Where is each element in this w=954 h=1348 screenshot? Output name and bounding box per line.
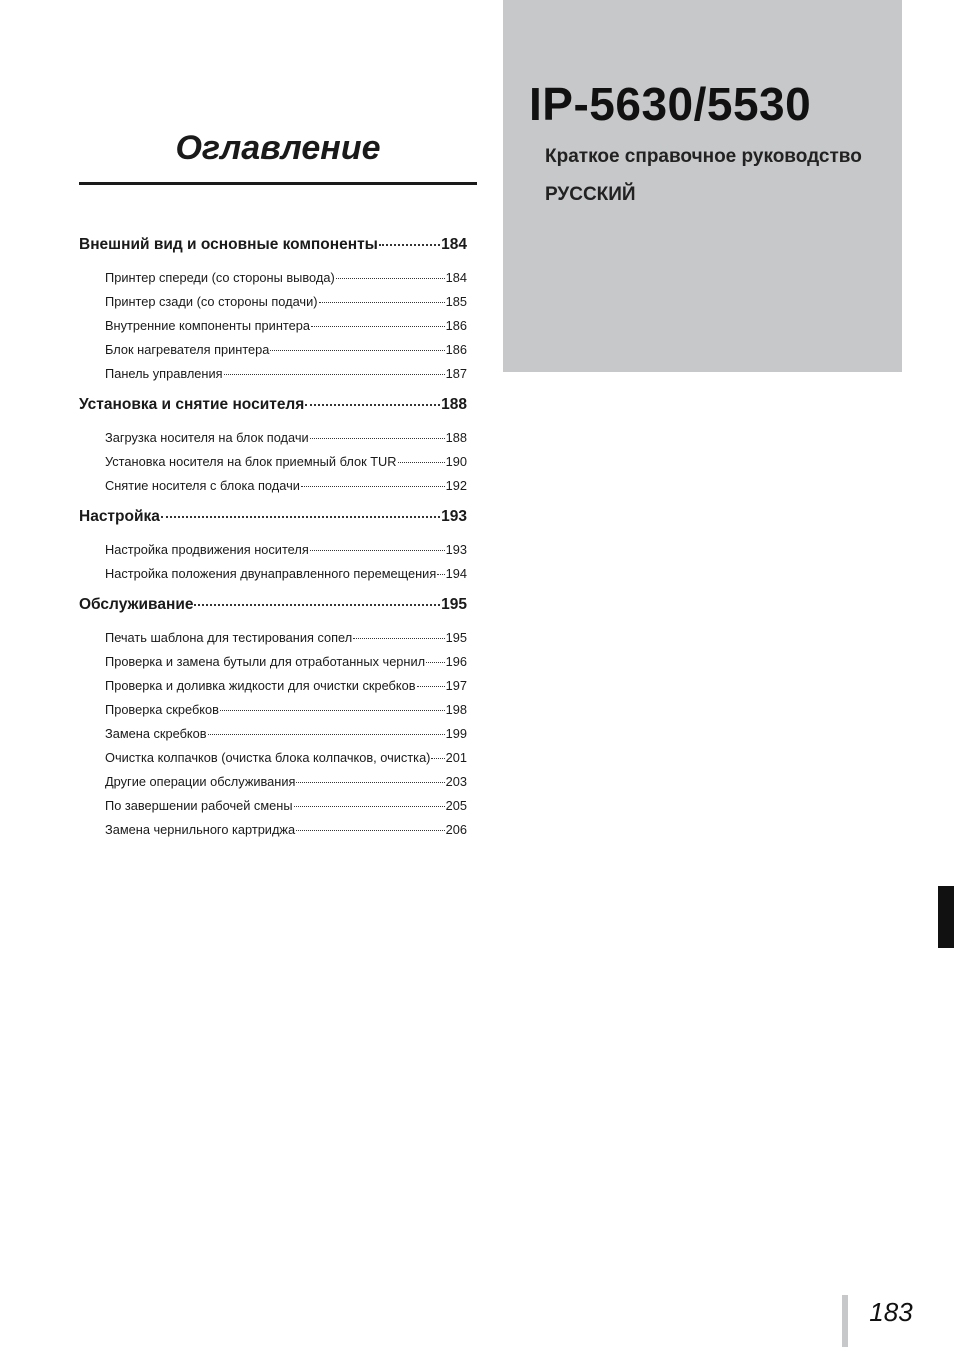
model-title: IP-5630/5530 <box>529 78 812 130</box>
toc-item-entry[interactable] <box>105 270 467 288</box>
dot-leader <box>336 278 445 279</box>
toc-item-entry[interactable] <box>105 702 467 720</box>
toc-item-entry[interactable] <box>105 542 467 560</box>
dot-leader <box>220 710 445 711</box>
dot-leader <box>296 782 444 783</box>
toc-item-entry[interactable] <box>105 294 467 312</box>
toc-entry-page: 186 <box>445 318 467 333</box>
toc-item-entry[interactable] <box>105 318 467 336</box>
toc-entry-page: 190 <box>445 454 467 469</box>
language-label: РУССКИЙ <box>545 184 636 205</box>
toc-item-entry[interactable] <box>105 822 467 840</box>
toc-entry-label: Замена скребков <box>105 726 207 741</box>
dot-leader <box>194 604 440 606</box>
toc-entry-label: Установка носителя на блок приемный блок TUR <box>105 454 397 469</box>
toc-item-entry[interactable] <box>105 454 467 472</box>
dot-leader <box>208 734 445 735</box>
dot-leader <box>310 550 445 551</box>
toc-item-entry[interactable] <box>105 342 467 360</box>
dot-leader <box>353 638 444 639</box>
toc-entry-label: Замена чернильного картриджа <box>105 822 296 837</box>
toc-section-entry[interactable] <box>79 236 467 258</box>
toc-item-entry[interactable] <box>105 798 467 816</box>
toc-section-entry[interactable] <box>79 508 467 530</box>
toc-item-entry[interactable] <box>105 366 467 384</box>
toc-entry-page: 188 <box>441 396 467 413</box>
toc-entry-page: 199 <box>445 726 467 741</box>
toc-entry-label: Проверка и доливка жидкости для очистки скребков <box>105 678 416 693</box>
toc-entry-label: Обслуживание <box>79 596 194 613</box>
toc-item-entry[interactable] <box>105 678 467 696</box>
toc-entry-page: 198 <box>445 702 467 717</box>
dot-leader <box>305 404 440 406</box>
toc-item-entry[interactable] <box>105 566 467 584</box>
toc-item-entry[interactable] <box>105 774 467 792</box>
dot-leader <box>379 244 440 246</box>
toc-section-entry[interactable] <box>79 396 467 418</box>
toc-item-entry[interactable] <box>105 630 467 648</box>
toc-entry-label: Настройка <box>79 508 160 525</box>
toc-entry-label: Проверка и замена бутыли для отработанных чернил <box>105 654 426 669</box>
toc-entry-page: 192 <box>445 478 467 493</box>
dot-leader <box>417 686 445 687</box>
toc-entry-label: По завершении рабочей смены <box>105 798 293 813</box>
toc-entry-label: Внутренние компоненты принтера <box>105 318 310 333</box>
toc-entry-page: 205 <box>445 798 467 813</box>
dot-leader <box>224 374 445 375</box>
toc-entry-label: Внешний вид и основные компоненты <box>79 236 378 253</box>
toc-entry-page: 186 <box>445 342 467 357</box>
guide-subtitle: Краткое справочное руководство <box>545 146 862 167</box>
toc-entry-page: 203 <box>445 774 467 789</box>
toc-entry-page: 188 <box>445 430 467 445</box>
toc-entry-label: Снятие носителя с блока подачи <box>105 478 300 493</box>
toc-entry-label: Очистка колпачков (очистка блока колпачков, очистка) <box>105 750 431 765</box>
dot-leader <box>319 302 445 303</box>
toc-entry-page: 196 <box>445 654 467 669</box>
dot-leader <box>431 758 444 759</box>
toc-entry-label: Проверка скребков <box>105 702 219 717</box>
toc-entry-label: Другие операции обслуживания <box>105 774 296 789</box>
dot-leader <box>301 486 445 487</box>
toc-item-entry[interactable] <box>105 430 467 448</box>
toc-entry-page: 187 <box>445 366 467 381</box>
toc-item-entry[interactable] <box>105 726 467 744</box>
toc-entry-page: 195 <box>441 596 467 613</box>
dot-leader <box>270 350 444 351</box>
toc-entry-label: Настройка положения двунаправленного перемещения <box>105 566 437 581</box>
page-number-bar <box>842 1295 848 1347</box>
toc-entry-label: Печать шаблона для тестирования сопел <box>105 630 353 645</box>
title-rule <box>79 182 477 185</box>
toc-entry-page: 193 <box>445 542 467 557</box>
toc-item-entry[interactable] <box>105 654 467 672</box>
dot-leader <box>310 438 445 439</box>
toc-entry-page: 193 <box>441 508 467 525</box>
toc-entry-page: 201 <box>445 750 467 765</box>
toc-entry-label: Принтер сзади (со стороны подачи) <box>105 294 318 309</box>
dot-leader <box>161 516 440 518</box>
toc-entry-page: 184 <box>445 270 467 285</box>
dot-leader <box>437 574 444 575</box>
dot-leader <box>294 806 445 807</box>
toc-entry-page: 206 <box>445 822 467 837</box>
toc-entry-page: 195 <box>445 630 467 645</box>
dot-leader <box>426 662 445 663</box>
toc-entry-label: Принтер спереди (со стороны вывода) <box>105 270 335 285</box>
toc-entry-page: 185 <box>445 294 467 309</box>
toc-entry-label: Панель управления <box>105 366 223 381</box>
toc-title: Оглавление <box>175 129 381 167</box>
toc-entry-page: 197 <box>445 678 467 693</box>
dot-leader <box>311 326 445 327</box>
toc-item-entry[interactable] <box>105 750 467 768</box>
toc-entry-label: Установка и снятие носителя <box>79 396 305 413</box>
page-number: 183 <box>869 1297 913 1327</box>
dot-leader <box>398 462 445 463</box>
toc-entry-label: Загрузка носителя на блок подачи <box>105 430 309 445</box>
toc-entry-label: Блок нагревателя принтера <box>105 342 270 357</box>
toc-entry-page: 194 <box>445 566 467 581</box>
toc-section-entry[interactable] <box>79 596 467 618</box>
toc-entry-page: 184 <box>441 236 467 253</box>
toc-entry-label: Настройка продвижения носителя <box>105 542 309 557</box>
section-tab-marker <box>938 886 954 948</box>
dot-leader <box>296 830 445 831</box>
toc-item-entry[interactable] <box>105 478 467 496</box>
